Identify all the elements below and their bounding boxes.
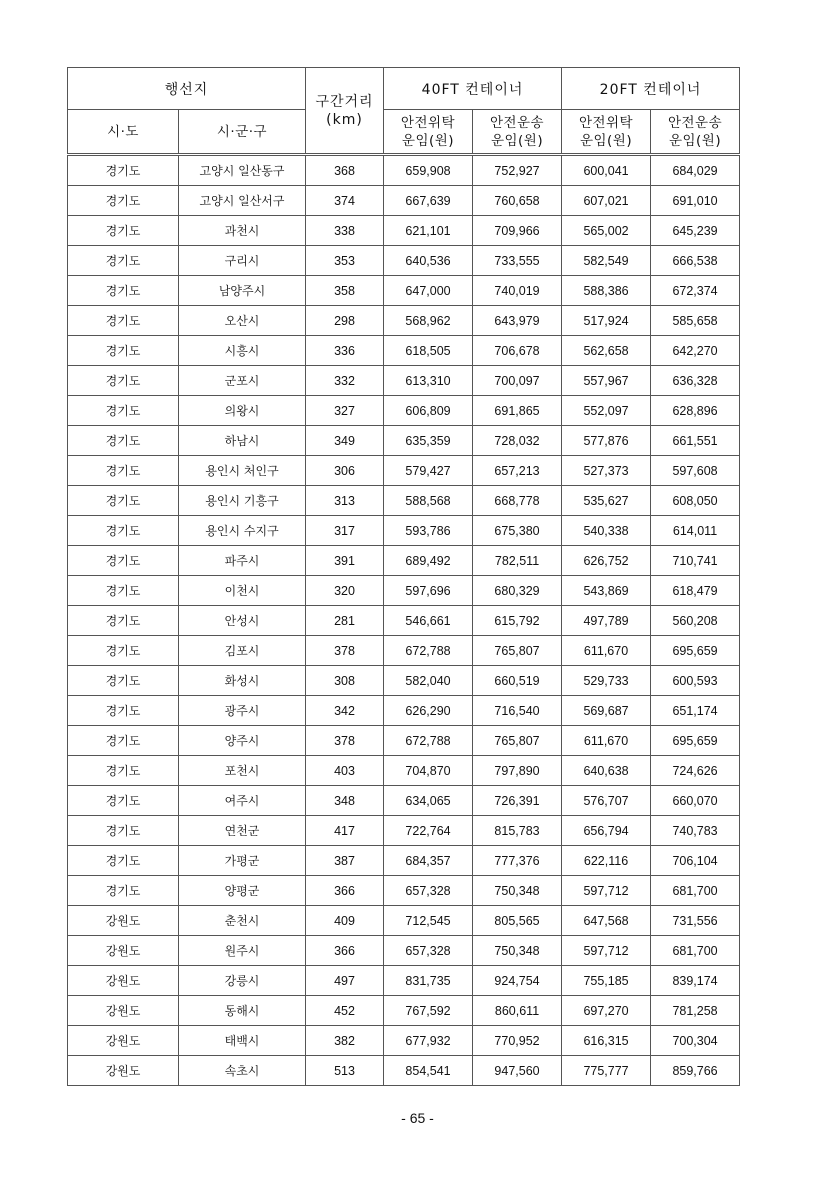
table-row: [68, 846, 740, 876]
cell-40ft-transport-rate: 782,511: [473, 546, 562, 576]
cell-40ft-consign-rate: 634,065: [384, 786, 473, 816]
cell-40ft-transport-rate: 726,391: [473, 786, 562, 816]
cell-distance: 368: [306, 155, 384, 186]
cell-distance: 349: [306, 426, 384, 456]
cell-distance: 298: [306, 306, 384, 336]
table-row: [68, 216, 740, 246]
cell-sigungu: 가평군: [179, 846, 306, 876]
cell-sido: 경기도: [68, 336, 179, 366]
cell-20ft-consign-rate: 588,386: [562, 276, 651, 306]
cell-distance: 378: [306, 726, 384, 756]
table-row: [68, 336, 740, 366]
freight-rate-table: [67, 67, 740, 1086]
cell-20ft-consign-rate: 597,712: [562, 876, 651, 906]
cell-40ft-consign-rate: 626,290: [384, 696, 473, 726]
cell-40ft-transport-rate: 691,865: [473, 396, 562, 426]
cell-40ft-transport-rate: 924,754: [473, 966, 562, 996]
table-row: [68, 276, 740, 306]
header-sigungu: 시·군·구: [179, 110, 306, 155]
cell-sido: 강원도: [68, 1026, 179, 1056]
table-body: [68, 155, 740, 1086]
cell-distance: 306: [306, 456, 384, 486]
cell-distance: 338: [306, 216, 384, 246]
table-row: [68, 726, 740, 756]
cell-sido: 경기도: [68, 276, 179, 306]
cell-sigungu: 의왕시: [179, 396, 306, 426]
cell-sido: 경기도: [68, 486, 179, 516]
cell-20ft-consign-rate: 529,733: [562, 666, 651, 696]
table-row: [68, 606, 740, 636]
cell-sigungu: 연천군: [179, 816, 306, 846]
cell-20ft-consign-rate: 607,021: [562, 186, 651, 216]
cell-40ft-transport-rate: 815,783: [473, 816, 562, 846]
cell-20ft-transport-rate: 651,174: [651, 696, 740, 726]
cell-40ft-transport-rate: 797,890: [473, 756, 562, 786]
cell-distance: 378: [306, 636, 384, 666]
cell-40ft-consign-rate: 667,639: [384, 186, 473, 216]
cell-sido: 경기도: [68, 726, 179, 756]
table-row: [68, 1026, 740, 1056]
cell-sigungu: 과천시: [179, 216, 306, 246]
table-row: [68, 756, 740, 786]
cell-20ft-consign-rate: 562,658: [562, 336, 651, 366]
cell-20ft-transport-rate: 695,659: [651, 636, 740, 666]
cell-20ft-consign-rate: 611,670: [562, 726, 651, 756]
cell-distance: 409: [306, 906, 384, 936]
table-row: [68, 936, 740, 966]
cell-40ft-transport-rate: 728,032: [473, 426, 562, 456]
cell-40ft-consign-rate: 621,101: [384, 216, 473, 246]
table-row: [68, 786, 740, 816]
cell-40ft-consign-rate: 704,870: [384, 756, 473, 786]
cell-20ft-consign-rate: 611,670: [562, 636, 651, 666]
table-row: [68, 246, 740, 276]
cell-sigungu: 양주시: [179, 726, 306, 756]
cell-40ft-consign-rate: 582,040: [384, 666, 473, 696]
cell-20ft-transport-rate: 839,174: [651, 966, 740, 996]
cell-distance: 313: [306, 486, 384, 516]
cell-40ft-transport-rate: 643,979: [473, 306, 562, 336]
cell-40ft-consign-rate: 597,696: [384, 576, 473, 606]
cell-20ft-consign-rate: 755,185: [562, 966, 651, 996]
cell-distance: 317: [306, 516, 384, 546]
cell-20ft-transport-rate: 666,538: [651, 246, 740, 276]
cell-20ft-transport-rate: 781,258: [651, 996, 740, 1026]
cell-20ft-transport-rate: 597,608: [651, 456, 740, 486]
cell-20ft-transport-rate: 618,479: [651, 576, 740, 606]
cell-sigungu: 강릉시: [179, 966, 306, 996]
cell-40ft-consign-rate: 831,735: [384, 966, 473, 996]
cell-20ft-consign-rate: 517,924: [562, 306, 651, 336]
cell-40ft-consign-rate: 659,908: [384, 155, 473, 186]
cell-20ft-consign-rate: 597,712: [562, 936, 651, 966]
cell-40ft-transport-rate: 733,555: [473, 246, 562, 276]
cell-sido: 경기도: [68, 216, 179, 246]
cell-20ft-consign-rate: 569,687: [562, 696, 651, 726]
cell-40ft-transport-rate: 716,540: [473, 696, 562, 726]
cell-20ft-consign-rate: 697,270: [562, 996, 651, 1026]
table-row: [68, 906, 740, 936]
cell-20ft-consign-rate: 576,707: [562, 786, 651, 816]
cell-40ft-transport-rate: 680,329: [473, 576, 562, 606]
cell-20ft-transport-rate: 585,658: [651, 306, 740, 336]
cell-20ft-transport-rate: 724,626: [651, 756, 740, 786]
cell-sigungu: 김포시: [179, 636, 306, 666]
cell-40ft-transport-rate: 750,348: [473, 936, 562, 966]
cell-20ft-transport-rate: 695,659: [651, 726, 740, 756]
header-sido: 시·도: [68, 110, 179, 155]
cell-distance: 497: [306, 966, 384, 996]
header-distance-unit: (km): [326, 111, 363, 128]
table-row: [68, 966, 740, 996]
cell-20ft-transport-rate: 706,104: [651, 846, 740, 876]
cell-sido: 경기도: [68, 606, 179, 636]
cell-sido: 경기도: [68, 516, 179, 546]
table-row: [68, 186, 740, 216]
cell-20ft-transport-rate: 600,593: [651, 666, 740, 696]
cell-40ft-transport-rate: 660,519: [473, 666, 562, 696]
cell-40ft-consign-rate: 579,427: [384, 456, 473, 486]
cell-20ft-consign-rate: 565,002: [562, 216, 651, 246]
cell-distance: 308: [306, 666, 384, 696]
page-number: - 65 -: [401, 1110, 434, 1126]
cell-20ft-transport-rate: 700,304: [651, 1026, 740, 1056]
cell-40ft-transport-rate: 860,611: [473, 996, 562, 1026]
cell-40ft-consign-rate: 689,492: [384, 546, 473, 576]
table-row: [68, 366, 740, 396]
header-transport-label: 안전운송: [667, 114, 723, 131]
cell-20ft-consign-rate: 600,041: [562, 155, 651, 186]
table-header: [68, 68, 740, 155]
cell-40ft-consign-rate: 647,000: [384, 276, 473, 306]
table-row: [68, 486, 740, 516]
cell-sido: 경기도: [68, 546, 179, 576]
cell-20ft-transport-rate: 691,010: [651, 186, 740, 216]
cell-40ft-transport-rate: 752,927: [473, 155, 562, 186]
cell-40ft-consign-rate: 588,568: [384, 486, 473, 516]
cell-sigungu: 용인시 수지구: [179, 516, 306, 546]
cell-sigungu: 화성시: [179, 666, 306, 696]
cell-40ft-transport-rate: 750,348: [473, 876, 562, 906]
cell-20ft-consign-rate: 640,638: [562, 756, 651, 786]
cell-sigungu: 남양주시: [179, 276, 306, 306]
cell-sigungu: 안성시: [179, 606, 306, 636]
cell-40ft-consign-rate: 722,764: [384, 816, 473, 846]
cell-20ft-transport-rate: 660,070: [651, 786, 740, 816]
cell-distance: 358: [306, 276, 384, 306]
cell-20ft-transport-rate: 740,783: [651, 816, 740, 846]
cell-20ft-transport-rate: 681,700: [651, 876, 740, 906]
table-row: [68, 666, 740, 696]
cell-40ft-consign-rate: 657,328: [384, 936, 473, 966]
cell-40ft-consign-rate: 767,592: [384, 996, 473, 1026]
cell-distance: 513: [306, 1056, 384, 1086]
cell-40ft-transport-rate: 947,560: [473, 1056, 562, 1086]
cell-sigungu: 양평군: [179, 876, 306, 906]
header-destination: 행선지: [68, 68, 306, 110]
table-row: [68, 816, 740, 846]
cell-20ft-consign-rate: 616,315: [562, 1026, 651, 1056]
cell-sido: 경기도: [68, 186, 179, 216]
header-rate-unit: 운임(원): [579, 132, 633, 149]
cell-20ft-consign-rate: 775,777: [562, 1056, 651, 1086]
cell-20ft-consign-rate: 582,549: [562, 246, 651, 276]
header-40ft-consign-rate: [384, 110, 473, 155]
cell-40ft-transport-rate: 657,213: [473, 456, 562, 486]
cell-40ft-consign-rate: 618,505: [384, 336, 473, 366]
cell-distance: 353: [306, 246, 384, 276]
cell-40ft-consign-rate: 657,328: [384, 876, 473, 906]
cell-20ft-transport-rate: 672,374: [651, 276, 740, 306]
cell-40ft-consign-rate: 640,536: [384, 246, 473, 276]
cell-40ft-transport-rate: 740,019: [473, 276, 562, 306]
cell-sigungu: 포천시: [179, 756, 306, 786]
cell-20ft-consign-rate: 535,627: [562, 486, 651, 516]
cell-distance: 348: [306, 786, 384, 816]
cell-distance: 342: [306, 696, 384, 726]
table-row: [68, 155, 740, 186]
cell-20ft-consign-rate: 647,568: [562, 906, 651, 936]
cell-distance: 366: [306, 936, 384, 966]
header-20ft-container: 20FT 컨테이너: [562, 68, 740, 110]
cell-sigungu: 고양시 일산동구: [179, 155, 306, 186]
cell-40ft-consign-rate: 854,541: [384, 1056, 473, 1086]
cell-40ft-transport-rate: 668,778: [473, 486, 562, 516]
cell-20ft-transport-rate: 684,029: [651, 155, 740, 186]
cell-40ft-consign-rate: 593,786: [384, 516, 473, 546]
header-40ft-transport-rate: [473, 110, 562, 155]
cell-40ft-transport-rate: 706,678: [473, 336, 562, 366]
cell-20ft-consign-rate: 552,097: [562, 396, 651, 426]
cell-40ft-consign-rate: 606,809: [384, 396, 473, 426]
cell-sido: 경기도: [68, 576, 179, 606]
cell-40ft-consign-rate: 672,788: [384, 636, 473, 666]
cell-20ft-transport-rate: 560,208: [651, 606, 740, 636]
table-row: [68, 396, 740, 426]
cell-sido: 경기도: [68, 696, 179, 726]
table-row: [68, 516, 740, 546]
cell-sigungu: 용인시 처인구: [179, 456, 306, 486]
cell-sido: 경기도: [68, 756, 179, 786]
cell-20ft-transport-rate: 681,700: [651, 936, 740, 966]
cell-20ft-transport-rate: 710,741: [651, 546, 740, 576]
cell-distance: 452: [306, 996, 384, 1026]
cell-sigungu: 태백시: [179, 1026, 306, 1056]
cell-40ft-transport-rate: 615,792: [473, 606, 562, 636]
cell-20ft-transport-rate: 636,328: [651, 366, 740, 396]
header-consign-label: 안전위탁: [400, 114, 456, 131]
cell-sigungu: 시흥시: [179, 336, 306, 366]
cell-40ft-consign-rate: 712,545: [384, 906, 473, 936]
cell-sido: 경기도: [68, 636, 179, 666]
cell-40ft-transport-rate: 760,658: [473, 186, 562, 216]
table-row: [68, 306, 740, 336]
cell-distance: 336: [306, 336, 384, 366]
cell-40ft-consign-rate: 613,310: [384, 366, 473, 396]
cell-40ft-transport-rate: 675,380: [473, 516, 562, 546]
header-distance-label: 구간거리: [315, 93, 374, 110]
cell-sido: 경기도: [68, 155, 179, 186]
cell-40ft-transport-rate: 765,807: [473, 726, 562, 756]
cell-sigungu: 군포시: [179, 366, 306, 396]
cell-40ft-consign-rate: 546,661: [384, 606, 473, 636]
cell-sido: 경기도: [68, 456, 179, 486]
cell-20ft-consign-rate: 543,869: [562, 576, 651, 606]
cell-distance: 403: [306, 756, 384, 786]
cell-40ft-consign-rate: 677,932: [384, 1026, 473, 1056]
cell-sido: 강원도: [68, 966, 179, 996]
cell-sigungu: 용인시 기흥구: [179, 486, 306, 516]
table-row: [68, 426, 740, 456]
cell-distance: 391: [306, 546, 384, 576]
cell-distance: 320: [306, 576, 384, 606]
cell-sido: 경기도: [68, 786, 179, 816]
cell-sido: 경기도: [68, 396, 179, 426]
header-20ft-transport-rate: [651, 110, 740, 155]
header-transport-label: 안전운송: [489, 114, 545, 131]
cell-sido: 경기도: [68, 306, 179, 336]
cell-40ft-transport-rate: 709,966: [473, 216, 562, 246]
cell-20ft-transport-rate: 645,239: [651, 216, 740, 246]
cell-distance: 382: [306, 1026, 384, 1056]
header-rate-unit: 운임(원): [401, 132, 455, 149]
cell-sido: 경기도: [68, 426, 179, 456]
table-row: [68, 696, 740, 726]
cell-20ft-transport-rate: 614,011: [651, 516, 740, 546]
table-row: [68, 1056, 740, 1086]
cell-sigungu: 여주시: [179, 786, 306, 816]
cell-sido: 경기도: [68, 666, 179, 696]
table-row: [68, 996, 740, 1026]
cell-40ft-transport-rate: 765,807: [473, 636, 562, 666]
cell-sido: 강원도: [68, 996, 179, 1026]
cell-sido: 강원도: [68, 936, 179, 966]
cell-distance: 374: [306, 186, 384, 216]
cell-sido: 경기도: [68, 246, 179, 276]
cell-distance: 417: [306, 816, 384, 846]
cell-40ft-consign-rate: 635,359: [384, 426, 473, 456]
cell-20ft-consign-rate: 497,789: [562, 606, 651, 636]
cell-20ft-transport-rate: 731,556: [651, 906, 740, 936]
cell-40ft-transport-rate: 805,565: [473, 906, 562, 936]
cell-20ft-transport-rate: 628,896: [651, 396, 740, 426]
cell-20ft-transport-rate: 642,270: [651, 336, 740, 366]
cell-20ft-consign-rate: 656,794: [562, 816, 651, 846]
cell-sigungu: 하남시: [179, 426, 306, 456]
cell-sido: 경기도: [68, 876, 179, 906]
header-distance: [306, 68, 384, 155]
cell-20ft-transport-rate: 608,050: [651, 486, 740, 516]
cell-40ft-transport-rate: 700,097: [473, 366, 562, 396]
cell-20ft-consign-rate: 540,338: [562, 516, 651, 546]
cell-sigungu: 이천시: [179, 576, 306, 606]
cell-20ft-transport-rate: 661,551: [651, 426, 740, 456]
cell-sigungu: 오산시: [179, 306, 306, 336]
header-rate-unit: 운임(원): [668, 132, 722, 149]
cell-distance: 332: [306, 366, 384, 396]
cell-40ft-consign-rate: 568,962: [384, 306, 473, 336]
cell-sido: 경기도: [68, 846, 179, 876]
cell-sigungu: 춘천시: [179, 906, 306, 936]
cell-20ft-consign-rate: 577,876: [562, 426, 651, 456]
cell-20ft-consign-rate: 527,373: [562, 456, 651, 486]
table-row: [68, 876, 740, 906]
cell-sido: 경기도: [68, 816, 179, 846]
cell-sigungu: 파주시: [179, 546, 306, 576]
cell-distance: 387: [306, 846, 384, 876]
cell-distance: 281: [306, 606, 384, 636]
cell-20ft-consign-rate: 626,752: [562, 546, 651, 576]
cell-sigungu: 원주시: [179, 936, 306, 966]
table-row: [68, 576, 740, 606]
cell-20ft-consign-rate: 622,116: [562, 846, 651, 876]
header-rate-unit: 운임(원): [490, 132, 544, 149]
cell-sido: 경기도: [68, 366, 179, 396]
cell-40ft-consign-rate: 684,357: [384, 846, 473, 876]
cell-distance: 366: [306, 876, 384, 906]
cell-sido: 강원도: [68, 1056, 179, 1086]
cell-40ft-transport-rate: 770,952: [473, 1026, 562, 1056]
cell-sigungu: 속초시: [179, 1056, 306, 1086]
cell-sido: 강원도: [68, 906, 179, 936]
cell-sigungu: 광주시: [179, 696, 306, 726]
header-consign-label: 안전위탁: [578, 114, 634, 131]
cell-20ft-transport-rate: 859,766: [651, 1056, 740, 1086]
table-row: [68, 546, 740, 576]
cell-20ft-consign-rate: 557,967: [562, 366, 651, 396]
header-40ft-container: 40FT 컨테이너: [384, 68, 562, 110]
cell-40ft-consign-rate: 672,788: [384, 726, 473, 756]
header-20ft-consign-rate: [562, 110, 651, 155]
cell-distance: 327: [306, 396, 384, 426]
table-row: [68, 456, 740, 486]
cell-40ft-transport-rate: 777,376: [473, 846, 562, 876]
cell-sigungu: 구리시: [179, 246, 306, 276]
table-row: [68, 636, 740, 666]
cell-sigungu: 고양시 일산서구: [179, 186, 306, 216]
cell-sigungu: 동해시: [179, 996, 306, 1026]
